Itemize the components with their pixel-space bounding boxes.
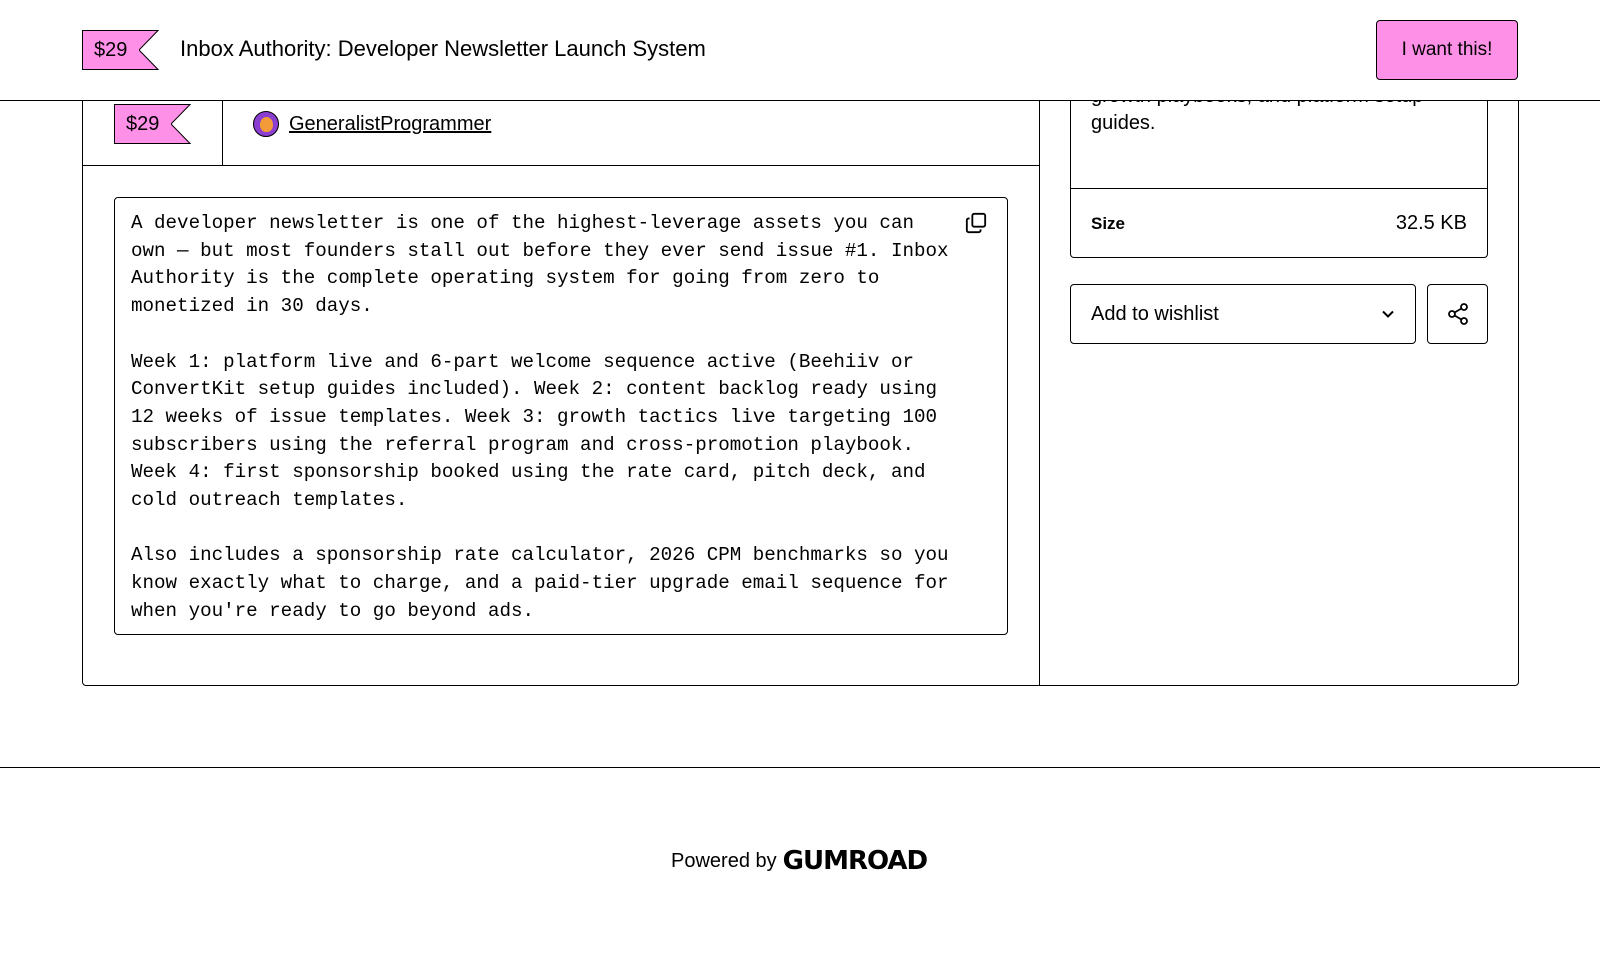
column-divider <box>1039 61 1040 685</box>
copy-icon[interactable] <box>965 212 987 234</box>
product-price: $29 <box>114 104 169 144</box>
gumroad-logo: GUMROAD <box>782 846 928 876</box>
header-price-tag <box>82 30 159 70</box>
sticky-header <box>0 0 1600 101</box>
product-card <box>82 60 1519 686</box>
chevron-down-icon <box>1381 307 1395 321</box>
creator-avatar <box>253 111 279 137</box>
size-value: 32.5 KB <box>1395 212 1467 234</box>
creator-name[interactable]: GeneralistProgrammer <box>289 112 492 135</box>
header-price: $29 <box>82 30 137 70</box>
description-paragraph: Week 1: platform live and 6-part welcome sequence active (Beehiiv or ConvertKit setup guides included). Week 2: content backlog ready using 12 weeks of issue templates. Week 3: growth tactics live targeting 100 subscribers using the referral program and cross-promotion playbook. Week 4: first sponsorship booked using the rate card, pitch deck, and cold outreach templates. <box>131 350 938 512</box>
description-paragraph: A developer newsletter is one of the highest-leverage assets you can own — but most founders stall out before they ever send issue #1. Inbox Authority is the complete operating system for going from zero to monetized in 30 days. <box>131 212 949 318</box>
buy-button[interactable]: I want this! <box>1376 20 1518 80</box>
powered-by-label: Powered by <box>671 849 777 872</box>
size-row <box>1071 188 1487 258</box>
footer-divider <box>0 767 1600 768</box>
price-tag-tail-icon <box>169 104 191 144</box>
product-title: Inbox Authority: Developer Newsletter Launch System <box>180 36 706 61</box>
price-tag-tail-icon <box>137 30 159 70</box>
size-label: Size <box>1091 213 1126 233</box>
share-button[interactable] <box>1427 284 1488 344</box>
description-box <box>114 197 1008 635</box>
product-price-tag <box>114 104 191 144</box>
powered-by[interactable] <box>671 846 927 876</box>
wishlist-label: Add to wishlist <box>1091 302 1219 325</box>
share-icon <box>1446 302 1470 326</box>
creator-link[interactable] <box>253 111 491 137</box>
description-paragraph: Also includes a sponsorship rate calculator, 2026 CPM benchmarks so you know exactly what to charge, and a paid-tier upgrade email sequence for when you're ready to go beyond ads. <box>131 544 949 622</box>
add-to-wishlist-dropdown[interactable] <box>1070 284 1416 344</box>
product-summary: guides. <box>1091 112 1156 135</box>
